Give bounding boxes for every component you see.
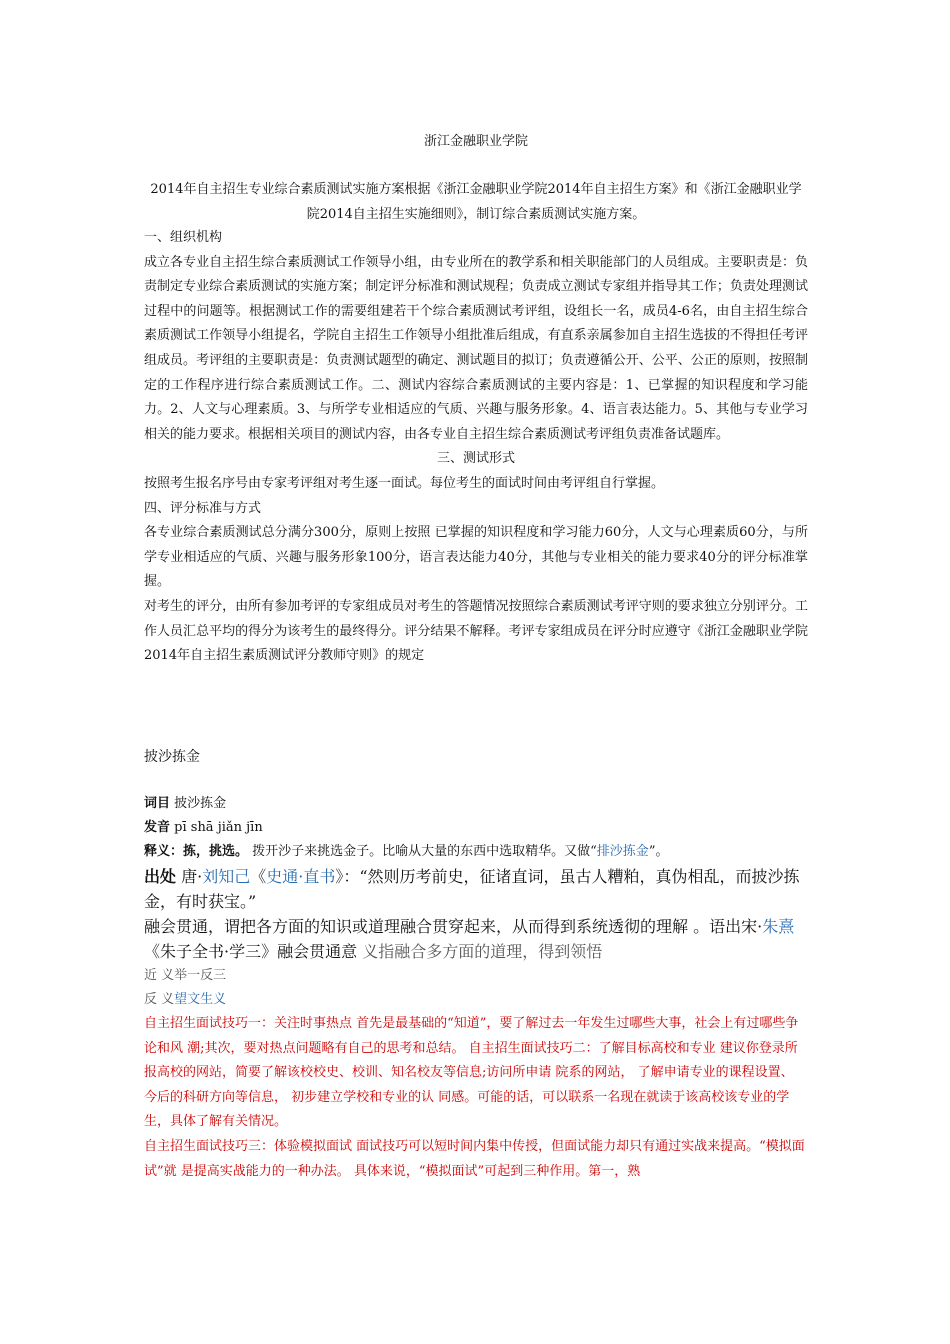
source-dynasty: 唐· [176, 867, 203, 886]
section-heading-scoring: 四、评分标准与方式 [144, 500, 262, 516]
pronunciation-value: pī shā jiǎn jīn [174, 820, 263, 835]
section-body-organization: 成立各专业自主招生综合素质测试工作领导小组，由专业所在的教学系和相关职能部门的人员组成。主要职责是：负责制定专业综合素质测试的实施方案；制定评分标准和测试规程；负责成立测试专家组并指导其工作；负责处理测试过程中的问题等。根据测试工作的需要组建若干个综合素质测试考评组，设组长一名，成员4-6名，由自主招生综合素质测试工作领导小组提名，学院自主招生工作领导小组批准后组成，有直系亲属参加自主招生选拔的不得担任考评组成员。考评组的主要职责是：负责测试题型的确定、测试题目的拟订；负责遵循公开、公平、公正的原则，按照制定的工作程序进行综合素质测试工作。二、测试内容综合素质测试的主要内容是：1、已掌握的知识程度和学习能力。2、人文与心理素质。3、与所学专业相适应的气质、兴趣与服务形象。4、语言表达能力。5、其他与专业学习相关的能力要求。根据相关项目的测试内容，由各专业自主招生综合素质测试考评组负责准备试题库。 [144, 254, 808, 442]
section-heading-test-form: 三、测试形式 [436, 451, 515, 467]
note-text-2: 《朱子全书·学三》融会贯通意 [144, 942, 363, 961]
entry-source [144, 864, 808, 914]
idiom-heading: 披沙拣金 [144, 749, 200, 765]
antonym-link[interactable]: 望文生义 [174, 992, 227, 1007]
entry-definition [144, 840, 808, 864]
section-body-scoring-1: 各专业综合素质测试总分满分300分，原则上按照 已掌握的知识程度和学习能力60分，人文与心理素质60分，与所学专业相适应的气质、兴趣与服务形象100分，语言表达能力40分，其他与专业相关的能力要求40分的评分标准掌握。 [144, 525, 808, 590]
definition-end: ”。 [648, 844, 669, 859]
idiom-entry [144, 792, 808, 1184]
section-body-scoring-2: 对考生的评分，由所有参加考评的专家组成员对考生的答题情况按照综合素质测试考评守则的要求独立分别评分。工作人员汇总平均的得分为该考生的最终得分。评分结果不解释。考评专家组成员在评分时应遵守《浙江金融职业学院2014年自主招生素质测试评分教师守则》的规定 [144, 598, 808, 664]
interview-tips-2: 自主招生面试技巧三：体验模拟面试 面试技巧可以短时间内集中传授，但面试能力却只有通过实战来提高。“模拟面试”就 是提高实战能力的一种办法。 具体来说，“模拟面试”可起到三种作用。第一，熟 [144, 1138, 805, 1179]
definition-text: 拨开沙子来挑选金子。比喻从大量的东西中选取精华。又做“ [248, 844, 597, 859]
definition-label: 释义：拣，挑选。 [144, 844, 249, 859]
entry-antonym [144, 988, 808, 1012]
entry-term [144, 792, 808, 816]
section-body-test-form: 按照考生报名序号由专家考评组对考生逐一面试。每位考生的面试时间由考评组自行掌握。 [144, 475, 665, 491]
book-link[interactable]: 史通·直书 [266, 867, 336, 886]
entry-synonym: 近 义举一反三 [144, 968, 227, 983]
source-quote: 》：“然则历考前史，征诸直词，虽古人糟粕，真伪相乱，而披沙拣金，有时获宝。” [144, 867, 800, 911]
term-value: 披沙拣金 [174, 796, 227, 811]
document-body [144, 226, 808, 669]
term-label: 词目 [144, 796, 171, 811]
section-heading-organization: 一、组织机构 [144, 230, 223, 245]
antonym-label: 反 义 [144, 992, 175, 1007]
intro-paragraph: 2014年自主招生专业综合素质测试实施方案根据《浙江金融职业学院2014年自主招生方案》和《浙江金融职业学院2014自主招生实施细则》，制订综合素质测试实施方案。 [150, 182, 802, 222]
author-link[interactable]: 刘知己 [202, 867, 251, 886]
note-text: 融会贯通，谓把各方面的知识或道理融合贯穿起来，从而得到系统透彻的理解 。语出宋· [144, 917, 763, 936]
variant-link[interactable]: 排沙拣金 [596, 844, 649, 859]
pronunciation-label: 发音 [144, 820, 171, 835]
entry-note [144, 914, 808, 964]
entry-pronunciation [144, 816, 808, 840]
zhuxi-link[interactable]: 朱熹 [762, 917, 795, 936]
interview-tips-1: 自主招生面试技巧一：关注时事热点 首先是最基础的“知道”，要了解过去一年发生过哪些大事，社会上有过哪些争论和风 潮;其次，要对热点问题略有自己的思考和总结。 自主招生面试技巧二：了解目标高校和专业 建议你登录所报高校的网站，简要了解该校校史、校训、知名校友等信息;访问所申请 院系的网站， 了解申请专业的课程设置、 今后的科研方向等信息， 初步建立学校和专业的认 同感。可能的话，可以联系一名现在就读于该高校该专业的学生，具体了解有关情况。 [144, 1016, 799, 1130]
source-label: 出处 [144, 867, 177, 886]
source-bracket: 《 [250, 867, 267, 886]
note-meaning: 义指融合多方面的道理，得到领悟 [362, 942, 603, 961]
document-title: 浙江金融职业学院 [423, 134, 528, 149]
